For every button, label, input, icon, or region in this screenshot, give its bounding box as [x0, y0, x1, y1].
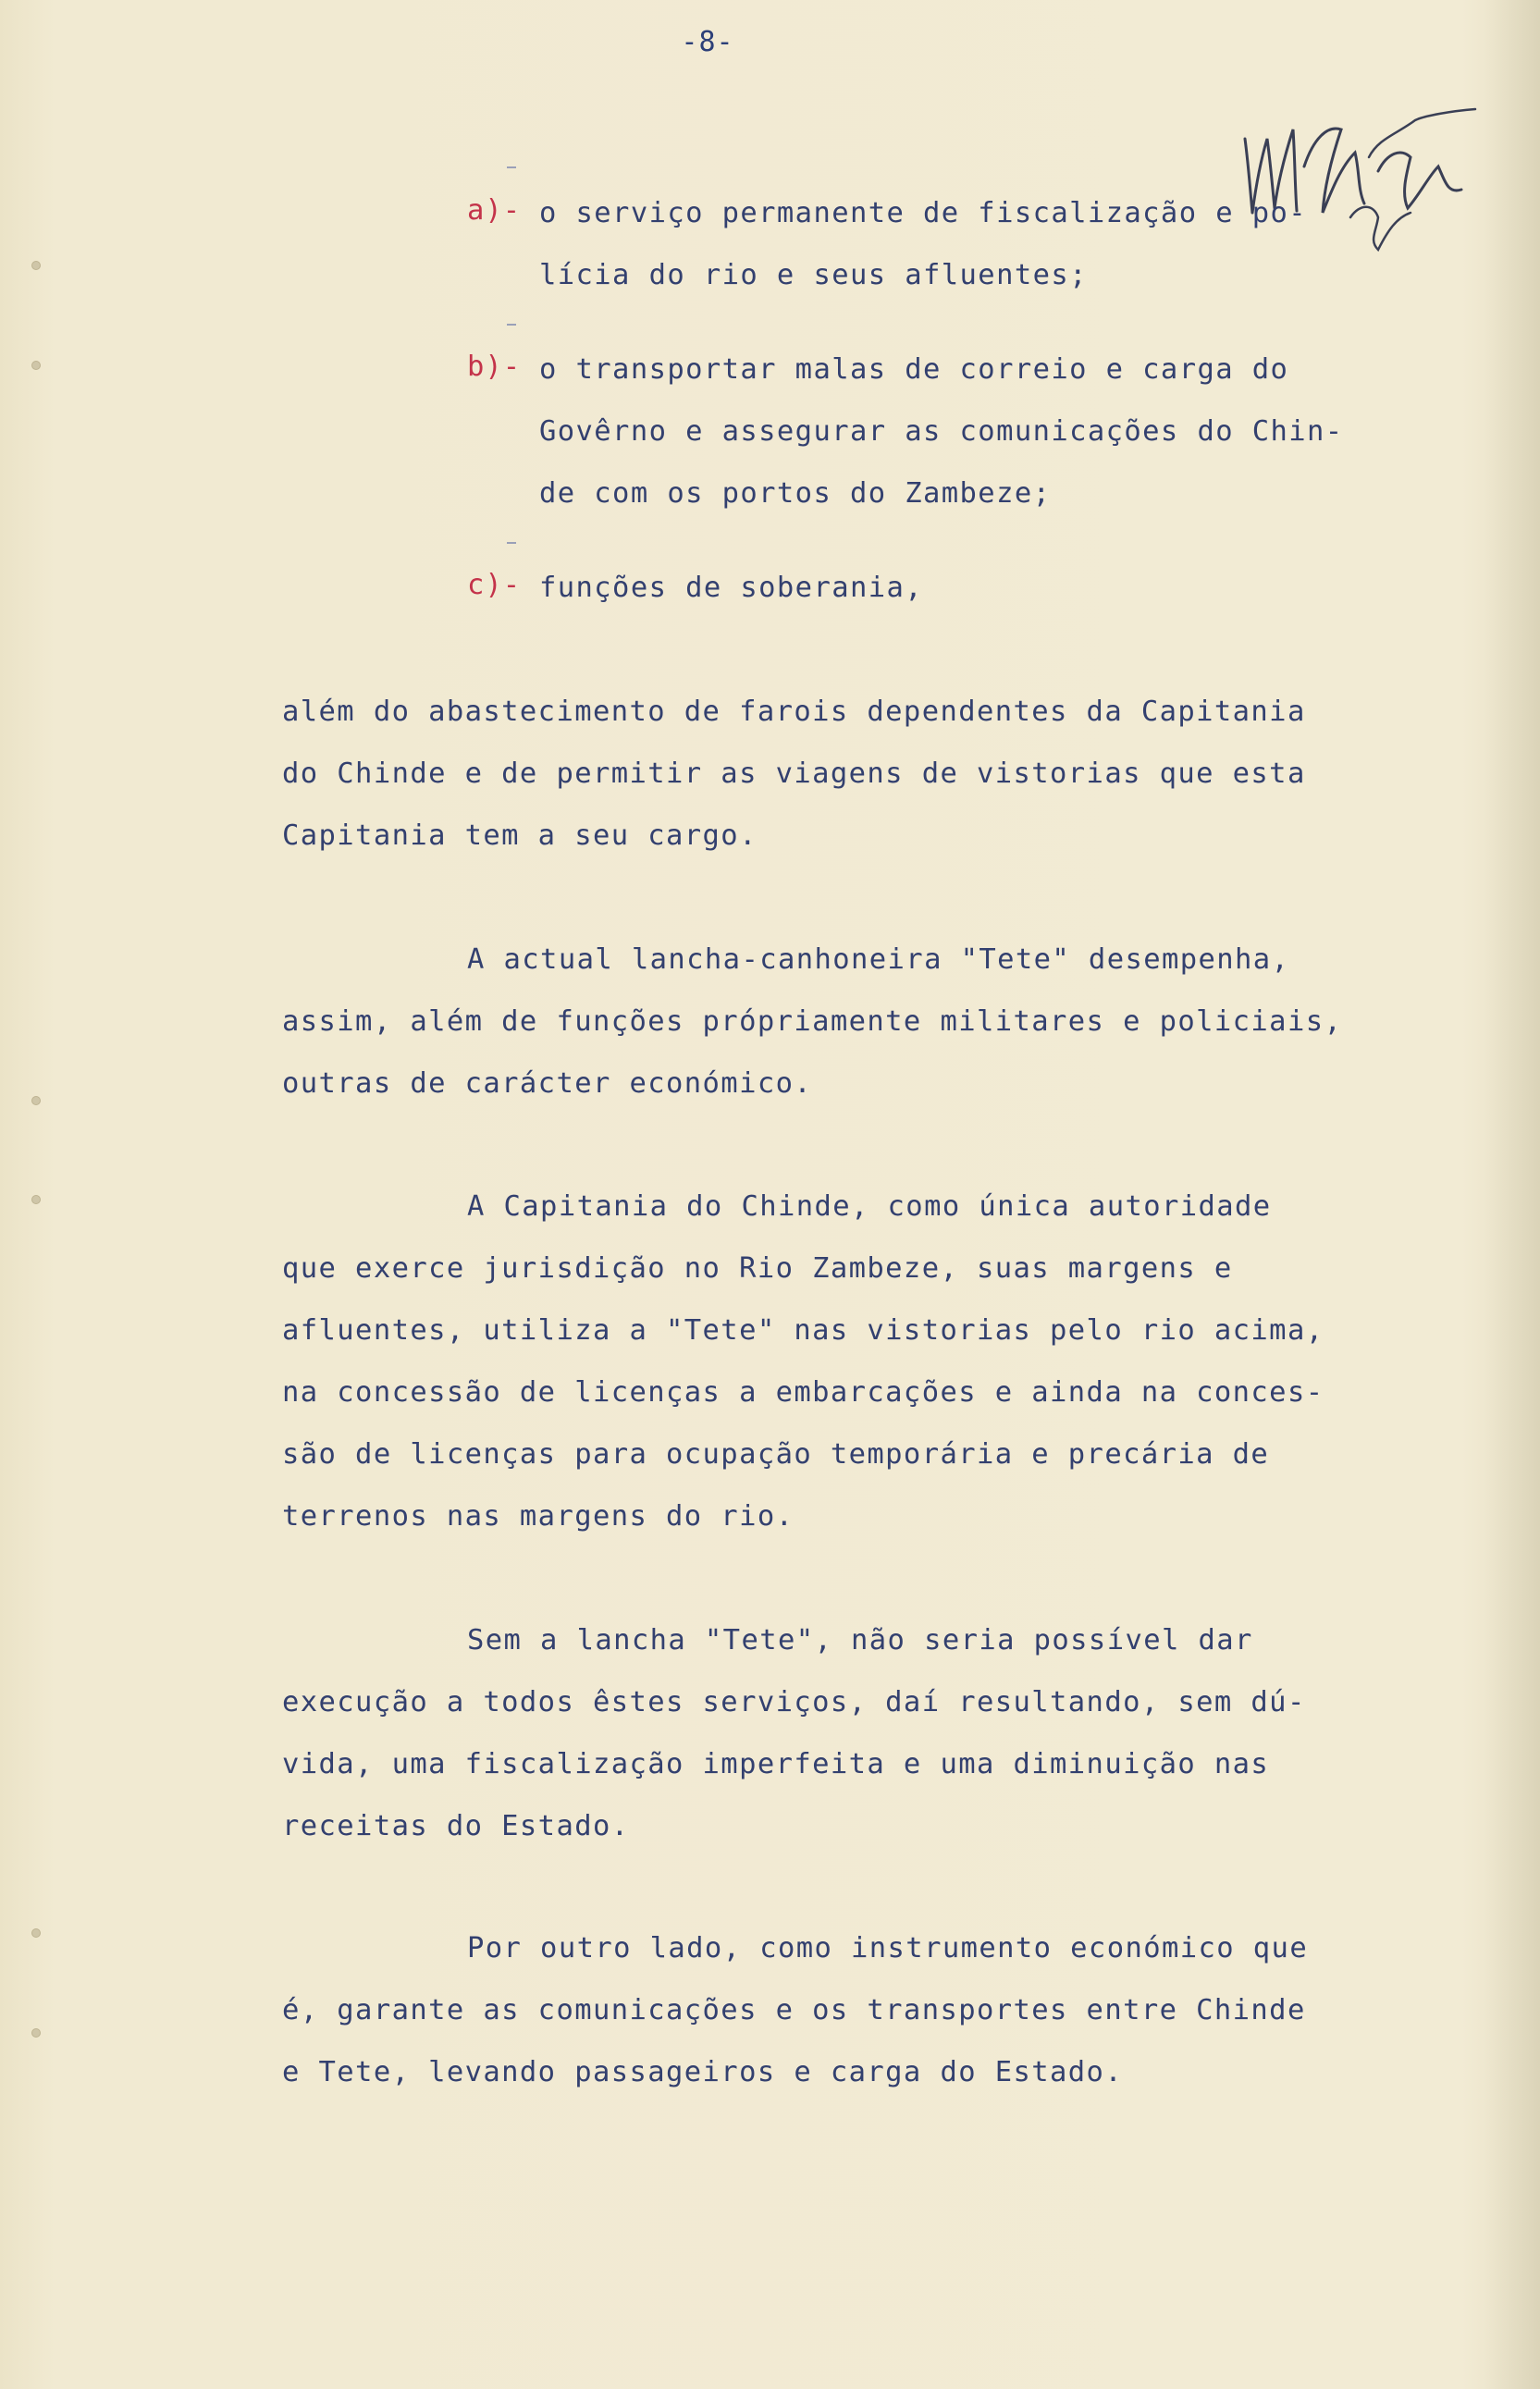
list-marker-a: a)-	[467, 194, 522, 227]
list-marker-b: b)-	[467, 351, 522, 383]
binding-hole	[31, 2028, 41, 2038]
paragraph-3-line-3: afluentes, utiliza a "Tete" nas vistorias pelo rio acima,	[282, 1314, 1324, 1347]
paragraph-5-line-2: é, garante as comunicações e os transportes entre Chinde	[282, 1994, 1306, 2026]
paragraph-3-line-2: que exerce jurisdição no Rio Zambeze, suas margens e	[282, 1252, 1233, 1285]
list-item-a-line-1: o serviço permanente de fiscalização e po-	[539, 197, 1308, 229]
list-item-b-line-3: de com os portos do Zambeze;	[539, 477, 1052, 510]
paragraph-2-line-2: assim, além de funções própriamente militares e policiais,	[282, 1005, 1343, 1038]
list-item-c-line-1: funções de soberania,	[539, 572, 924, 604]
paragraph-1-line-2: do Chinde e de permitir as viagens de vistorias que esta	[282, 757, 1306, 790]
paragraph-3-line-1: A Capitania do Chinde, como única autoridade	[467, 1190, 1272, 1223]
binding-hole	[31, 1928, 41, 1938]
paragraph-4-line-4: receitas do Estado.	[282, 1810, 630, 1842]
page-number: -8-	[681, 26, 734, 58]
list-item-a-line-2: lícia do rio e seus afluentes;	[539, 259, 1088, 291]
paragraph-2-line-1: A actual lancha-canhoneira "Tete" desempenha,	[467, 943, 1290, 976]
pencil-tick-mark	[507, 324, 516, 326]
paragraph-3-line-6: terrenos nas margens do rio.	[282, 1500, 795, 1533]
page-edge-shadow	[1485, 0, 1540, 2389]
paragraph-3-line-4: na concessão de licenças a embarcações e ainda na conces-	[282, 1376, 1324, 1409]
list-item-b-line-2: Govêrno e assegurar as comunicações do Chin-	[539, 415, 1344, 448]
paragraph-1-line-1: além do abastecimento de farois dependentes da Capitania	[282, 696, 1306, 728]
paragraph-4-line-3: vida, uma fiscalização imperfeita e uma diminuição nas	[282, 1748, 1270, 1780]
paragraph-5-line-1: Por outro lado, como instrumento económico que	[467, 1932, 1309, 1964]
binding-hole	[31, 361, 41, 370]
paragraph-3-line-5: são de licenças para ocupação temporária e precária de	[282, 1438, 1270, 1471]
pencil-tick-mark	[507, 166, 516, 168]
binding-hole	[31, 261, 41, 270]
paragraph-4-line-2: execução a todos êstes serviços, daí resultando, sem dú-	[282, 1686, 1306, 1718]
binding-hole	[31, 1096, 41, 1105]
binding-hole	[31, 1195, 41, 1204]
list-marker-c: c)-	[467, 569, 522, 601]
paragraph-2-line-3: outras de carácter económico.	[282, 1067, 813, 1100]
paragraph-4-line-1: Sem a lancha "Tete", não seria possível dar	[467, 1624, 1253, 1656]
list-item-b-line-1: o transportar malas de correio e carga do	[539, 353, 1289, 386]
paragraph-1-line-3: Capitania tem a seu cargo.	[282, 819, 758, 852]
pencil-tick-mark	[507, 542, 516, 544]
paragraph-5-line-3: e Tete, levando passageiros e carga do Estado.	[282, 2056, 1124, 2088]
